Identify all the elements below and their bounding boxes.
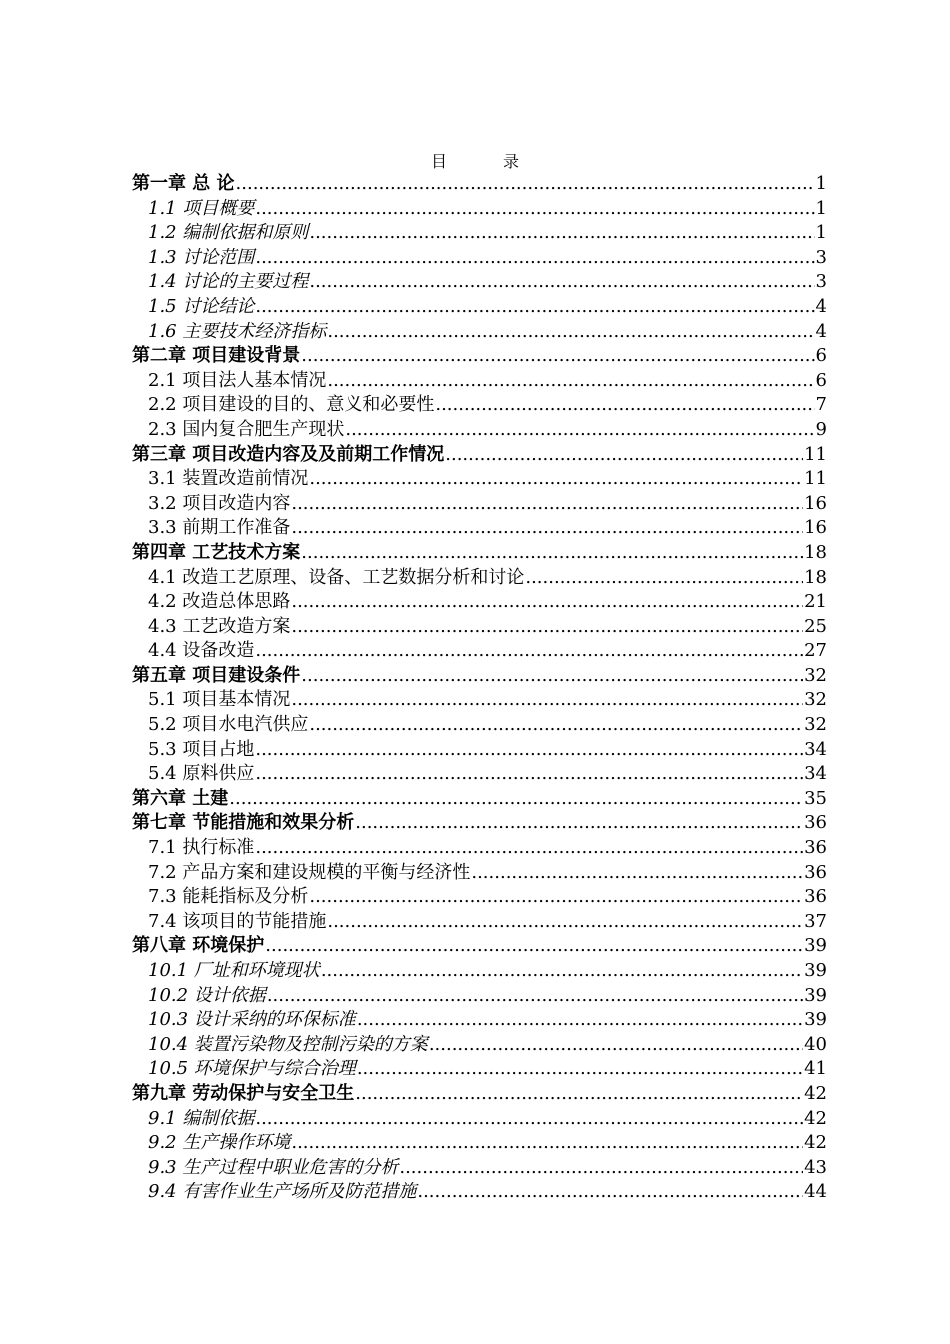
toc-entry-label: 10.3 设计采纳的环保标准 <box>148 1009 356 1031</box>
toc-dot-leader <box>255 295 814 320</box>
toc-dot-leader <box>321 959 803 984</box>
toc-section-entry[interactable] <box>132 639 827 664</box>
toc-page-number: 34 <box>804 738 827 760</box>
toc-page-number: 18 <box>804 541 827 563</box>
toc-section-entry[interactable] <box>132 393 827 418</box>
toc-dot-leader <box>309 221 814 246</box>
toc-section-entry[interactable] <box>132 516 827 541</box>
toc-section-entry[interactable] <box>132 885 827 910</box>
toc-page-number: 42 <box>804 1132 827 1154</box>
toc-section-entry[interactable] <box>132 270 827 295</box>
toc-dot-leader <box>255 762 803 787</box>
toc-entry-label: 第一章 总 论 <box>132 173 235 194</box>
toc-dot-leader <box>265 934 803 959</box>
toc-entry-label: 5.4 原料供应 <box>148 763 255 785</box>
toc-page-number: 41 <box>804 1058 827 1080</box>
toc-dot-leader <box>255 836 803 861</box>
toc-entry-label: 5.1 项目基本情况 <box>148 689 291 711</box>
toc-entry-label: 第六章 土建 <box>132 787 229 809</box>
toc-entry-label: 7.3 能耗指标及分析 <box>148 886 309 908</box>
toc-page-number: 1 <box>815 197 827 219</box>
toc-entry-label: 第七章 节能措施和效果分析 <box>132 812 355 834</box>
toc-entry-label: 3.1 装置改造前情况 <box>148 468 309 490</box>
toc-page-number: 16 <box>804 492 827 514</box>
toc-section-entry[interactable] <box>132 738 827 763</box>
toc-dot-leader <box>291 492 803 517</box>
toc-chapter-entry[interactable] <box>132 934 827 959</box>
toc-dot-leader <box>309 713 803 738</box>
toc-entry-label: 1.6 主要技术经济指标 <box>148 320 327 342</box>
toc-chapter-entry[interactable] <box>132 1082 827 1107</box>
toc-page-number: 39 <box>804 984 827 1006</box>
toc-page-number: 44 <box>804 1181 827 1203</box>
toc-dot-leader <box>471 861 803 886</box>
toc-entry-label: 10.1 厂址和环境现状 <box>148 960 320 981</box>
toc-page-number: 25 <box>804 615 827 637</box>
toc-entry-label: 3.2 项目改造内容 <box>148 492 291 514</box>
toc-section-entry[interactable] <box>132 566 827 591</box>
toc-dot-leader <box>525 566 803 591</box>
toc-page-number: 39 <box>804 935 827 957</box>
toc-page-number: 1 <box>815 173 827 194</box>
toc-chapter-entry[interactable] <box>132 811 827 836</box>
toc-entry-label: 9.3 生产过程中职业危害的分析 <box>148 1156 399 1178</box>
toc-section-entry[interactable] <box>132 320 827 345</box>
toc-page-number: 36 <box>804 812 827 834</box>
toc-dot-leader <box>327 320 814 345</box>
toc-page-number: 11 <box>804 443 827 465</box>
toc-section-entry[interactable] <box>132 836 827 861</box>
toc-entry-label: 第三章 项目改造内容及及前期工作情况 <box>132 443 445 465</box>
toc-section-entry[interactable] <box>132 688 827 713</box>
toc-dot-leader <box>291 688 803 713</box>
toc-title <box>0 149 950 172</box>
toc-page-number: 9 <box>815 418 827 440</box>
toc-dot-leader <box>327 910 803 935</box>
toc-dot-leader <box>255 246 814 271</box>
toc-entry-label: 7.2 产品方案和建设规模的平衡与经济性 <box>148 861 471 883</box>
toc-section-entry[interactable] <box>132 1033 827 1058</box>
toc-section-entry[interactable] <box>132 1057 827 1082</box>
toc-entry-label: 4.3 工艺改造方案 <box>148 615 291 637</box>
toc-page-number: 43 <box>804 1156 827 1178</box>
toc-section-entry[interactable] <box>132 762 827 787</box>
toc-section-entry[interactable] <box>132 1131 827 1156</box>
toc-dot-leader <box>355 811 803 836</box>
toc-page-number: 36 <box>804 886 827 908</box>
toc-section-entry[interactable] <box>132 910 827 935</box>
toc-dot-leader <box>291 590 803 615</box>
toc-entry-label: 第九章 劳动保护与安全卫生 <box>132 1082 355 1104</box>
table-of-contents <box>132 172 827 1205</box>
toc-section-entry[interactable] <box>132 1156 827 1181</box>
toc-entry-label: 第二章 项目建设背景 <box>132 345 301 367</box>
toc-entry-label: 10.5 环境保护与综合治理 <box>148 1058 356 1080</box>
toc-section-entry[interactable] <box>132 369 827 394</box>
toc-entry-label: 9.1 编制依据 <box>148 1107 255 1129</box>
toc-dot-leader <box>255 639 803 664</box>
toc-page-number: 34 <box>804 763 827 785</box>
toc-page-number: 21 <box>804 591 827 613</box>
toc-entry-label: 10.4 装置污染物及控制污染的方案 <box>148 1033 428 1055</box>
toc-entry-label: 4.2 改造总体思路 <box>148 591 291 613</box>
toc-dot-leader <box>291 516 803 541</box>
toc-page-number: 11 <box>804 468 827 490</box>
toc-section-entry[interactable] <box>132 861 827 886</box>
toc-section-entry[interactable] <box>132 959 827 984</box>
toc-dot-leader <box>327 369 814 394</box>
toc-section-entry[interactable] <box>132 418 827 443</box>
toc-section-entry[interactable] <box>132 1107 827 1132</box>
toc-entry-label: 2.1 项目法人基本情况 <box>148 369 327 391</box>
toc-page-number: 39 <box>804 960 827 981</box>
toc-page-number: 42 <box>804 1082 827 1104</box>
toc-page-number: 42 <box>804 1107 827 1129</box>
toc-dot-leader <box>399 1156 803 1181</box>
toc-entry-label: 1.4 讨论的主要过程 <box>148 271 309 293</box>
toc-page-number: 32 <box>804 664 827 686</box>
toc-page-number: 6 <box>815 345 827 367</box>
toc-page-number: 18 <box>804 566 827 588</box>
toc-dot-leader <box>355 1082 803 1107</box>
toc-page-number: 3 <box>815 271 827 293</box>
toc-entry-label: 1.2 编制依据和原则 <box>148 222 309 244</box>
toc-page-number: 39 <box>804 1009 827 1031</box>
toc-entry-label: 7.4 该项目的节能措施 <box>148 910 327 932</box>
toc-entry-label: 1.1 项目概要 <box>148 197 255 219</box>
toc-dot-leader <box>291 615 803 640</box>
toc-title-right: 录 <box>503 152 520 171</box>
toc-dot-leader <box>301 664 803 689</box>
toc-page-number: 40 <box>804 1033 827 1055</box>
toc-page-number: 35 <box>804 787 827 809</box>
toc-dot-leader <box>345 418 814 443</box>
toc-entry-label: 7.1 执行标准 <box>148 837 255 859</box>
toc-page-number: 6 <box>815 369 827 391</box>
toc-page-number: 7 <box>815 394 827 416</box>
toc-page-number: 36 <box>804 861 827 883</box>
toc-chapter-entry[interactable] <box>132 344 827 369</box>
toc-entry-label: 9.2 生产操作环境 <box>148 1132 291 1154</box>
toc-section-entry[interactable] <box>132 615 827 640</box>
toc-entry-label: 第四章 工艺技术方案 <box>132 541 301 563</box>
toc-dot-leader <box>301 541 803 566</box>
toc-entry-label: 1.3 讨论范围 <box>148 246 255 268</box>
toc-entry-label: 2.2 项目建设的目的、意义和必要性 <box>148 394 435 416</box>
toc-chapter-entry[interactable] <box>132 787 827 812</box>
toc-page-number: 4 <box>815 295 827 317</box>
toc-title-left: 目 <box>430 152 447 171</box>
toc-section-entry[interactable] <box>132 221 827 246</box>
toc-entry-label: 第五章 项目建设条件 <box>132 664 301 686</box>
toc-dot-leader <box>267 984 803 1009</box>
toc-section-entry[interactable] <box>132 492 827 517</box>
toc-section-entry[interactable] <box>132 984 827 1009</box>
toc-section-entry[interactable] <box>132 197 827 222</box>
toc-page-number: 3 <box>815 246 827 268</box>
toc-dot-leader <box>417 1180 803 1205</box>
toc-dot-leader <box>236 172 815 197</box>
toc-section-entry[interactable] <box>132 246 827 271</box>
toc-entry-label: 2.3 国内复合肥生产现状 <box>148 418 345 440</box>
toc-dot-leader <box>255 197 814 222</box>
toc-page-number: 32 <box>804 689 827 711</box>
toc-page-number: 27 <box>804 640 827 662</box>
toc-page-number: 37 <box>804 910 827 932</box>
toc-section-entry[interactable] <box>132 1180 827 1205</box>
toc-entry-label: 3.3 前期工作准备 <box>148 517 291 539</box>
toc-chapter-entry[interactable] <box>132 172 827 197</box>
toc-dot-leader <box>435 393 814 418</box>
toc-page-number: 36 <box>804 837 827 859</box>
toc-entry-label: 第八章 环境保护 <box>132 935 265 957</box>
toc-entry-label: 5.3 项目占地 <box>148 738 255 760</box>
toc-page-number: 4 <box>815 320 827 342</box>
toc-section-entry[interactable] <box>132 1008 827 1033</box>
toc-dot-leader <box>309 270 814 295</box>
toc-chapter-entry[interactable] <box>132 443 827 468</box>
toc-dot-leader <box>291 1131 803 1156</box>
toc-section-entry[interactable] <box>132 713 827 738</box>
toc-entry-label: 4.4 设备改造 <box>148 640 255 662</box>
toc-dot-leader <box>357 1057 803 1082</box>
toc-dot-leader <box>309 885 803 910</box>
toc-page-number: 32 <box>804 714 827 736</box>
toc-section-entry[interactable] <box>132 295 827 320</box>
toc-dot-leader <box>357 1008 803 1033</box>
toc-entry-label: 5.2 项目水电汽供应 <box>148 714 309 736</box>
toc-entry-label: 4.1 改造工艺原理、设备、工艺数据分析和讨论 <box>148 566 525 588</box>
toc-dot-leader <box>445 443 803 468</box>
toc-dot-leader <box>255 738 803 763</box>
toc-entry-label: 9.4 有害作业生产场所及防范措施 <box>148 1181 417 1203</box>
toc-dot-leader <box>255 1107 803 1132</box>
toc-dot-leader <box>301 344 814 369</box>
toc-entry-label: 10.2 设计依据 <box>148 984 266 1006</box>
toc-chapter-entry[interactable] <box>132 541 827 566</box>
toc-section-entry[interactable] <box>132 590 827 615</box>
toc-page-number: 1 <box>815 222 827 244</box>
toc-chapter-entry[interactable] <box>132 664 827 689</box>
toc-page-number: 16 <box>804 517 827 539</box>
toc-dot-leader <box>229 787 803 812</box>
toc-section-entry[interactable] <box>132 467 827 492</box>
toc-entry-label: 1.5 讨论结论 <box>148 295 255 317</box>
toc-dot-leader <box>429 1033 803 1058</box>
toc-dot-leader <box>309 467 803 492</box>
